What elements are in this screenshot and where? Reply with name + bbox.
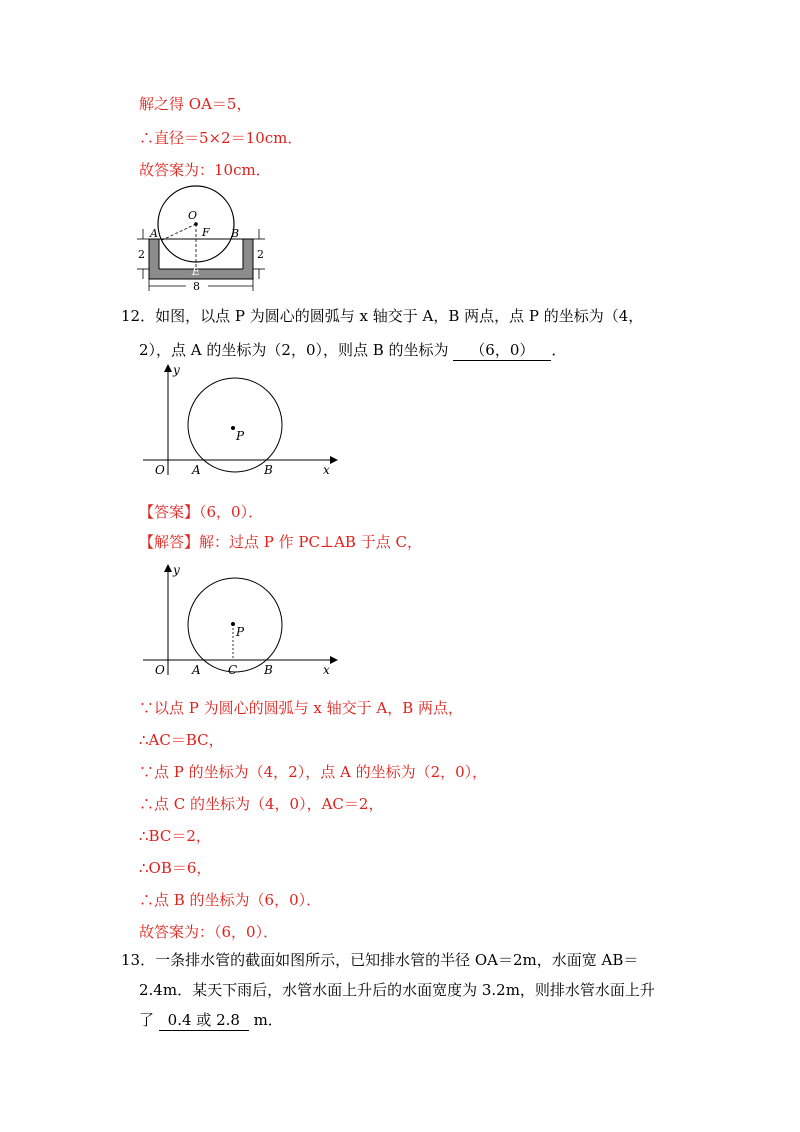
q13-line-2: 2.4m．某天下雨后，水管水面上升后的水面宽度为 3.2m，则排水管水面上升	[139, 981, 655, 999]
label-x: x	[323, 663, 330, 677]
q13-line-3: 了 0.4 或 2.8 m．	[139, 1011, 283, 1029]
q12-line-1: 12．如图，以点 P 为圆心的圆弧与 x 轴交于 A，B 两点，点 P 的坐标为（4，	[121, 307, 644, 325]
q12-answer-blank: （6，0）	[453, 340, 551, 361]
label-A: A	[192, 463, 201, 477]
circle-P	[188, 578, 282, 672]
prev-solution-line-2: ∴直径＝5×2＝10cm．	[139, 129, 303, 147]
label-B: B	[264, 663, 273, 677]
figure-coordinate-circle-2	[135, 560, 345, 680]
label-left-height: 2	[138, 248, 145, 261]
label-width: 8	[193, 280, 200, 293]
label-x: x	[323, 463, 330, 477]
solution-step-2: ∴AC＝BC，	[139, 731, 224, 749]
solution-tag: 【解答】	[139, 533, 200, 551]
figure-coordinate-circle-1	[135, 360, 345, 480]
solution-intro: 【解答】解：过点 P 作 PC⊥AB 于点 C，	[139, 533, 422, 551]
label-y: y	[173, 563, 180, 577]
center-dot	[194, 222, 198, 226]
solution-step-3: ∵点 P 的坐标为（4，2），点 A 的坐标为（2，0），	[139, 763, 488, 781]
label-O: O	[188, 209, 198, 222]
answer-tag: 【答案】	[139, 503, 200, 521]
point-P	[231, 426, 235, 430]
prev-solution-line-3: 故答案为：10cm．	[139, 161, 271, 179]
solution-step-1: ∵以点 P 为圆心的圆弧与 x 轴交于 A，B 两点，	[139, 699, 464, 717]
label-C: C	[228, 663, 238, 677]
label-right-height: 2	[257, 248, 264, 261]
label-F: F	[202, 226, 210, 239]
label-A: A	[192, 663, 201, 677]
solution-step-7: ∴点 B 的坐标为（6，0）．	[139, 891, 322, 909]
label-B: B	[264, 463, 273, 477]
label-O: O	[155, 463, 165, 477]
label-A: A	[150, 227, 158, 240]
solution-step-8: 故答案为：（6，0）．	[139, 923, 279, 941]
prev-solution-line-1: 解之得 OA＝5，	[139, 95, 252, 113]
solution-step-5: ∴BC＝2，	[139, 827, 211, 845]
q13-line-1: 13．一条排水管的截面如图所示，已知排水管的半径 OA＝2m，水面宽 AB＝	[121, 951, 639, 969]
circle-P	[188, 378, 282, 472]
q13-answer-blank: 0.4 或 2.8	[159, 1010, 249, 1031]
solution-step-4: ∴点 C 的坐标为（4，0），AC＝2，	[139, 795, 384, 813]
answer-text: （6，0）．	[199, 503, 264, 521]
answer-line	[139, 502, 263, 522]
label-P: P	[236, 429, 245, 443]
figure-pipe-circle	[130, 183, 270, 298]
label-E: E	[192, 265, 201, 278]
label-B: B	[231, 227, 240, 240]
label-y: y	[173, 363, 180, 377]
solution-step-6: ∴OB＝6，	[139, 859, 212, 877]
q12-line-2: 2），点 A 的坐标为（2，0），则点 B 的坐标为 （6，0） ．	[139, 341, 567, 359]
label-O: O	[155, 663, 165, 677]
label-P: P	[236, 625, 245, 639]
